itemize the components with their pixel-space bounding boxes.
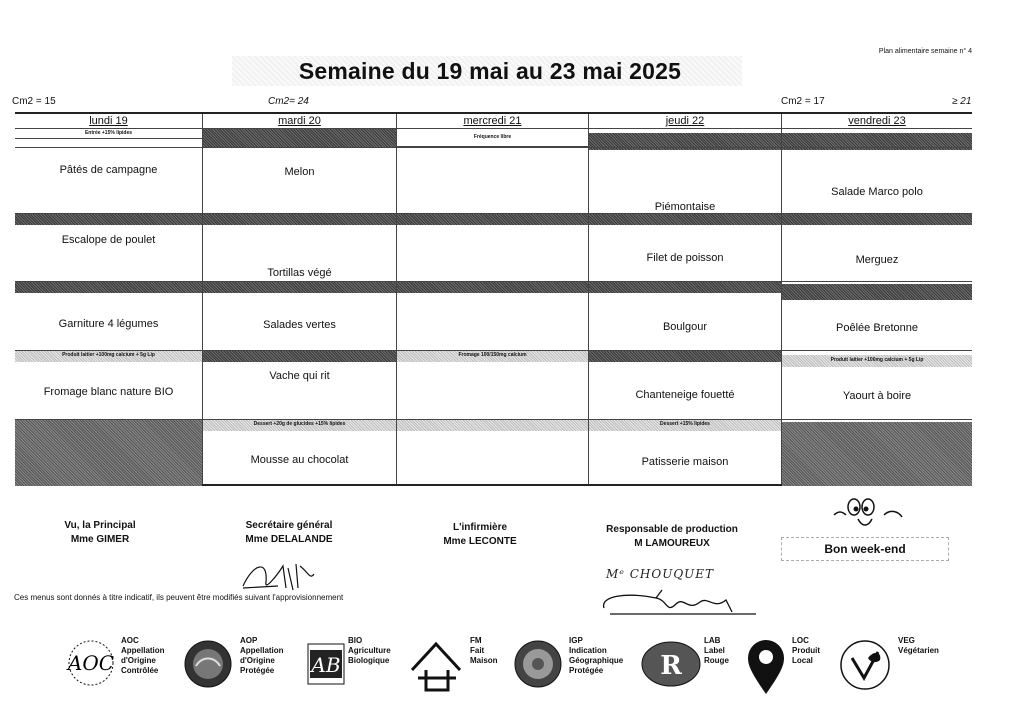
row-divider	[15, 213, 972, 214]
band-garniture	[397, 281, 588, 293]
band-plat	[589, 213, 781, 225]
band-entree: Fréquence libre	[397, 128, 588, 147]
label-lab	[704, 636, 740, 666]
row-divider	[15, 281, 972, 282]
aoc-logo-icon	[66, 638, 116, 688]
day-header: lundi 19	[89, 115, 128, 127]
disclaimer: Ces menus sont donnés à titre indicatif, ils peuvent être modifiés suivant l'approvisionnement	[14, 593, 344, 602]
signature-infirmiere	[420, 521, 540, 549]
label-fm	[470, 636, 502, 666]
dessert-cell: Mousse au chocolat	[250, 454, 349, 466]
label-text: Agriculture Biologique	[348, 646, 391, 665]
cm2-mardi: Cm2= 24	[268, 96, 309, 107]
main-cell: Escalope de poulet	[61, 234, 156, 246]
label-rouge-icon	[640, 638, 702, 690]
dairy-cell: Yaourt à boire	[842, 390, 912, 402]
handwritten-signature-delalande	[238, 554, 318, 594]
handwritten-name: Mᵉ CHOUQUET	[606, 567, 715, 581]
cm2-lundi: Cm2 = 15	[12, 96, 56, 107]
side-cell: Boulgour	[662, 321, 708, 333]
day-header: vendredi 23	[848, 115, 906, 127]
dessert-empty-block	[15, 419, 202, 486]
dessert-cell: Patisserie maison	[641, 456, 729, 468]
dairy-cell: Vache qui rit	[269, 370, 330, 382]
band-plat	[397, 213, 588, 225]
ab-logo-icon	[306, 638, 346, 692]
band-plat	[203, 213, 396, 225]
band-laitier: Produit laitier +100mg calcium + 5g Lip	[15, 350, 202, 362]
day-column-vendredi	[781, 114, 972, 484]
signature-production	[597, 523, 747, 551]
main-cell: Filet de poisson	[646, 252, 724, 264]
band-laitier: Produit laitier +100mg calcium + 5g Lip	[782, 355, 972, 367]
label-text: Produit Local	[792, 646, 820, 665]
label-code: VEG	[898, 636, 915, 645]
band-plat	[782, 213, 972, 225]
signature-role: Responsable de production	[606, 524, 738, 535]
starter-cell: Pâtés de campagne	[59, 164, 158, 176]
label-text: Label Rouge	[704, 646, 729, 665]
starter-cell: Melon	[284, 166, 315, 178]
band-garniture	[15, 281, 202, 293]
plan-number: Plan alimentaire semaine n° 4	[878, 48, 972, 55]
day-column-mardi	[202, 114, 396, 484]
band-garniture	[203, 281, 396, 293]
day-header: jeudi 22	[665, 115, 705, 127]
handwritten-signature-chouquet	[596, 586, 766, 620]
label-aop	[240, 636, 296, 676]
aop-logo-icon	[182, 638, 234, 690]
day-column-lundi	[15, 114, 202, 484]
band-dessert	[397, 419, 588, 431]
label-code: BIO	[348, 636, 363, 645]
main-cell: Tortillas végé	[267, 267, 332, 279]
signature-secretaire	[224, 519, 354, 547]
band-entree: Entrée +15% lipides	[15, 128, 202, 139]
signature-name: M LAMOUREUX	[634, 538, 710, 549]
cm2-vendredi: ≥ 21	[952, 96, 972, 107]
signature-role: Secrétaire général	[245, 520, 333, 531]
band-garniture	[782, 284, 972, 300]
fait-maison-icon	[408, 638, 464, 694]
label-code: LOC	[792, 636, 809, 645]
signature-role: Vu, la Principal	[64, 520, 136, 531]
label-aoc	[121, 636, 175, 676]
label-text: Végétarien	[898, 646, 939, 655]
signature-principal	[40, 519, 160, 547]
weekend-message: Bon week-end	[781, 537, 949, 561]
band-laitier	[203, 350, 396, 362]
day-column-mercredi	[396, 114, 588, 484]
day-column-jeudi	[588, 114, 781, 484]
side-cell: Poêlée Bretonne	[836, 322, 918, 334]
label-bio	[348, 636, 404, 666]
starter-cell: Piémontaise	[654, 201, 716, 213]
signature-name: Mme DELALANDE	[245, 534, 333, 545]
label-text: Appellation d'Origine Protégée	[240, 646, 284, 675]
dairy-cell: Fromage blanc nature BIO	[43, 386, 174, 398]
location-pin-icon	[746, 638, 786, 696]
label-veg	[898, 636, 952, 656]
cm2-jeudi: Cm2 = 17	[781, 96, 825, 107]
svg-text:AB: AB	[311, 653, 341, 677]
svg-text:R: R	[660, 651, 682, 681]
band-dessert: Dessert +20g de glucides +15% lipides	[203, 419, 396, 431]
side-cell: Salades vertes	[263, 319, 336, 331]
main-cell: Merguez	[855, 254, 899, 266]
menu-grid	[15, 112, 972, 486]
label-code: IGP	[569, 636, 583, 645]
label-igp	[569, 636, 635, 676]
label-text: Fait Maison	[470, 646, 498, 665]
label-code: AOP	[240, 636, 258, 645]
dairy-cell: Chanteneige fouetté	[635, 389, 735, 401]
igp-logo-icon	[512, 638, 564, 690]
dessert-empty-block	[782, 422, 972, 486]
starter-cell: Salade Marco polo	[831, 186, 923, 198]
smiley-icon	[832, 493, 912, 533]
row-divider	[15, 147, 972, 148]
band-entree	[203, 128, 396, 147]
band-dessert: Dessert +15% lipides	[589, 419, 781, 431]
day-header: mercredi 21	[463, 115, 522, 127]
vegetarian-icon	[838, 638, 892, 692]
signature-name: Mme LECONTE	[443, 536, 517, 547]
label-text: Appellation d'Origine Contrôlée	[121, 646, 165, 675]
label-code: FM	[470, 636, 482, 645]
band-garniture	[589, 281, 781, 293]
row-divider	[15, 350, 972, 351]
signature-role: L'infirmière	[452, 522, 508, 533]
band-plat	[15, 213, 202, 225]
label-code: AOC	[121, 636, 139, 645]
row-divider	[15, 128, 972, 129]
page-title: Semaine du 19 mai au 23 mai 2025	[298, 58, 682, 84]
day-header: mardi 20	[278, 115, 321, 127]
row-divider	[15, 419, 972, 420]
label-loc	[792, 636, 832, 666]
label-text: Indication Géographique Protégée	[569, 646, 624, 675]
band-laitier	[589, 350, 781, 362]
signature-name: Mme GIMER	[70, 534, 130, 545]
side-cell: Garniture 4 légumes	[58, 318, 159, 330]
svg-text:AOC: AOC	[67, 651, 115, 675]
band-laitier: Fromage 100/150mg calcium	[397, 350, 588, 362]
label-code: LAB	[704, 636, 721, 645]
